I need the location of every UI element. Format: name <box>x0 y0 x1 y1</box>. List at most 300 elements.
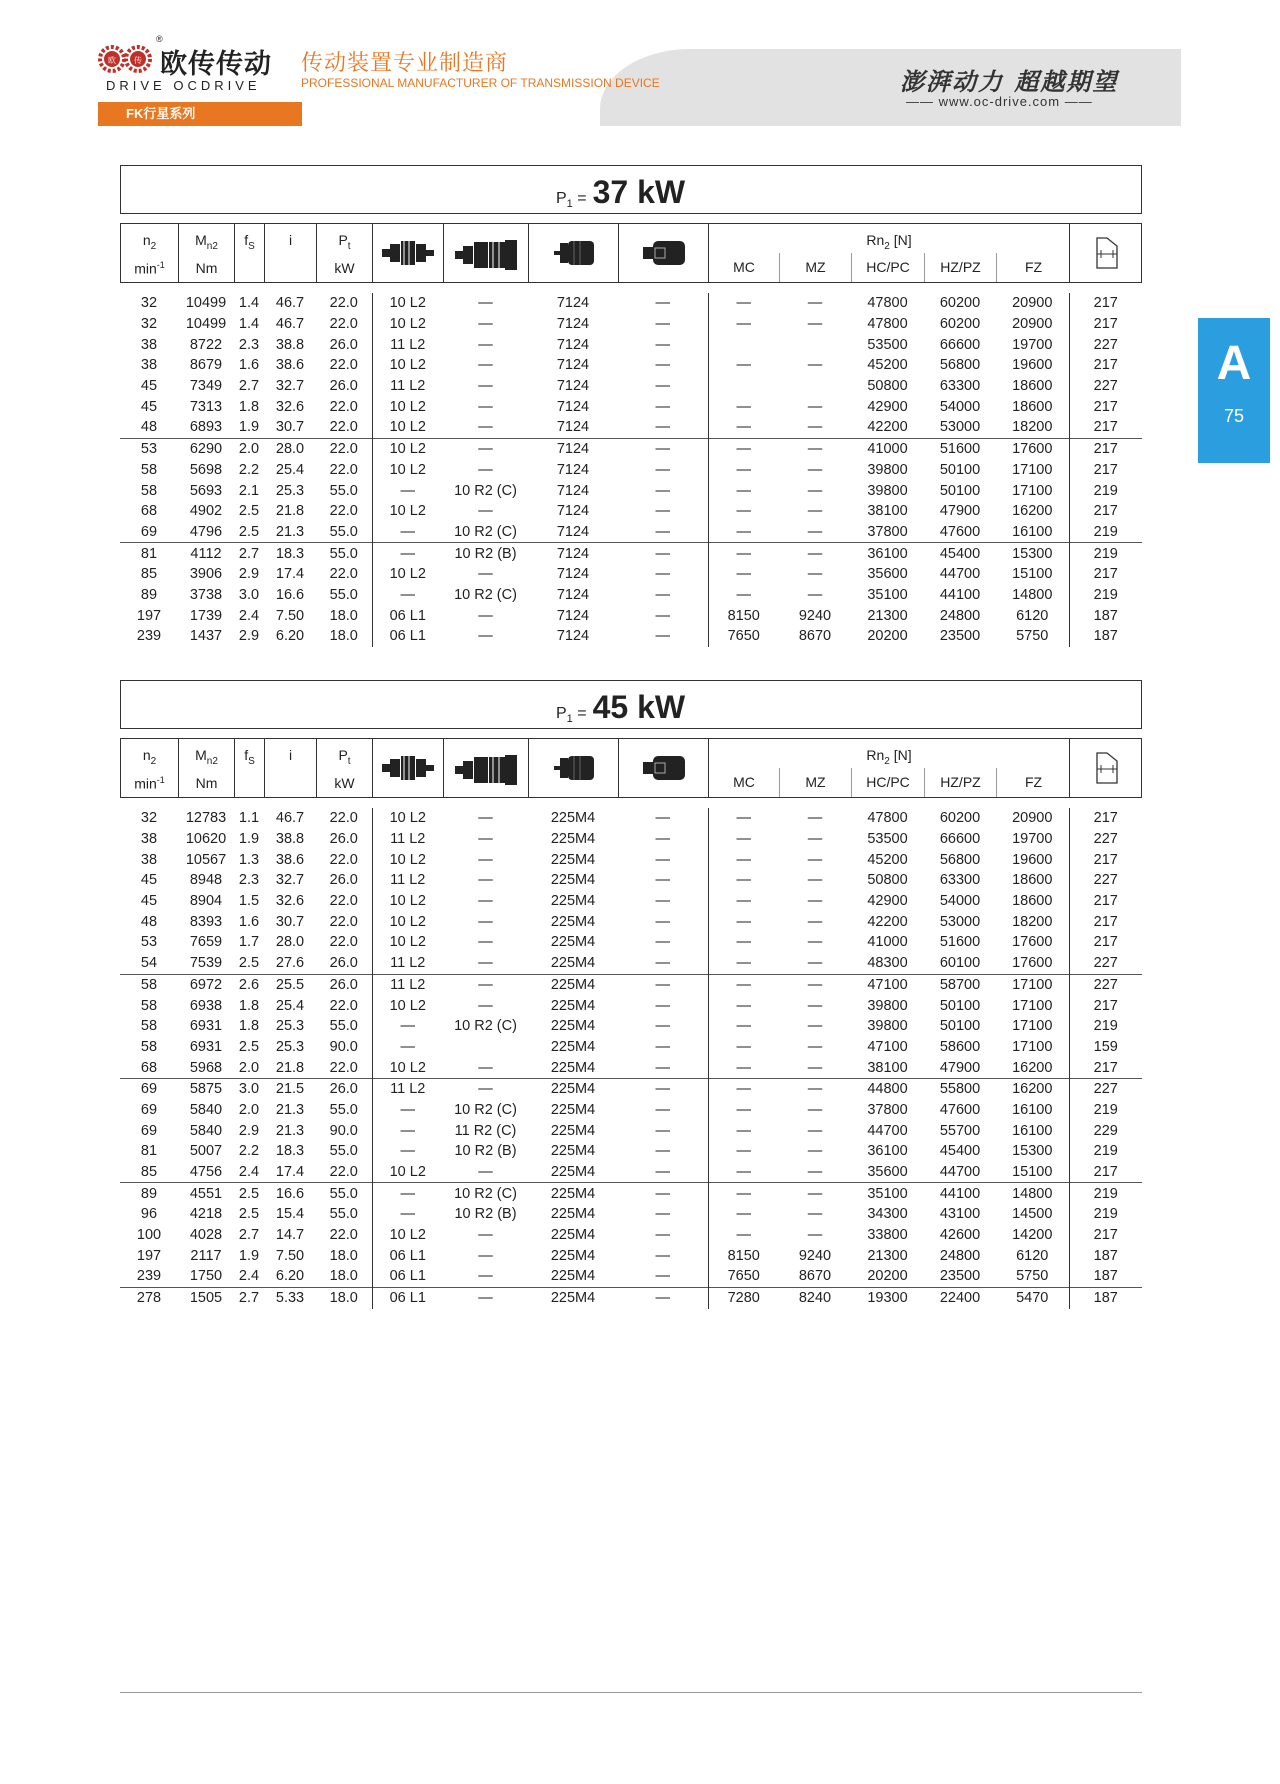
table-cell: — <box>736 398 751 415</box>
table-cell: 225M4 <box>550 1101 596 1118</box>
table-cell: 21.3 <box>275 1101 305 1118</box>
table-cell: — <box>807 893 823 910</box>
table-cell: 7124 <box>556 461 590 478</box>
header-unit: Nm <box>195 260 218 276</box>
table-cell: 11 L2 <box>390 831 426 848</box>
table-cell: 22400 <box>924 1287 996 1308</box>
table-cell: — <box>618 334 708 355</box>
table-cell: 18600 <box>996 870 1069 891</box>
table-cell: 6931 <box>189 1038 223 1055</box>
table-cell: 187 <box>1093 1268 1118 1285</box>
table-cell: 1750 <box>189 1268 223 1285</box>
table-cell: 45200 <box>867 357 908 374</box>
table-cell: 217 <box>1093 997 1118 1014</box>
table-cell: 47800 <box>867 295 908 312</box>
table-cell: — <box>478 810 493 827</box>
table-cell: — <box>400 1143 415 1160</box>
table-cell: 7539 <box>189 955 223 972</box>
header-label: i <box>288 232 293 248</box>
table-cell: 187 <box>1093 628 1118 645</box>
table-cell: — <box>372 543 443 564</box>
table-cell: — <box>736 523 751 540</box>
table-cell: 85 <box>140 1164 158 1181</box>
table-cell: 33800 <box>867 1227 908 1244</box>
table-cell: 45400 <box>924 543 996 564</box>
table-cell: 44100 <box>924 1183 996 1204</box>
table-cell: 21300 <box>867 607 908 624</box>
table-cell: — <box>618 376 708 397</box>
title-value: 37 kW <box>592 174 686 210</box>
table-cell: 4756 <box>189 1164 223 1181</box>
table-cell: 26.0 <box>316 334 372 355</box>
table-cell: 58600 <box>939 1038 981 1055</box>
table-cell: — <box>618 995 708 1016</box>
table-cell: 11 L2 <box>390 378 426 395</box>
table-cell: 17100 <box>996 1016 1069 1037</box>
table-cell <box>708 334 779 355</box>
table-cell: — <box>736 831 751 848</box>
header-dimension-icon <box>1070 224 1143 282</box>
table-cell: 217 <box>1093 851 1118 868</box>
table-cell: 2.7 <box>238 378 260 395</box>
table-cell: 51600 <box>924 438 996 459</box>
table-cell: 10 R2 (C) <box>454 1101 517 1118</box>
table-cell: 19600 <box>996 849 1069 870</box>
table-cell: — <box>736 586 751 603</box>
table-cell: — <box>618 417 708 438</box>
table-cell: 54000 <box>939 893 981 910</box>
table-cell: 5693 <box>189 482 223 499</box>
table-cell: 1.9 <box>238 1247 260 1264</box>
table-cell: 10 R2 (C) <box>454 586 517 603</box>
table-cell: 18.3 <box>275 1143 305 1160</box>
table-cell: 10620 <box>185 831 227 848</box>
table-cell: — <box>618 1245 708 1266</box>
table-cell: 9240 <box>798 1247 832 1264</box>
header-fs <box>235 739 265 797</box>
table-cell: 90.0 <box>316 1120 372 1141</box>
table-cell: 217 <box>1093 566 1118 583</box>
table-cell: 24800 <box>939 1247 981 1264</box>
table-cell: 1.3 <box>238 851 260 868</box>
table-cell: 69 <box>140 523 158 540</box>
table-cell: 10 R2 (B) <box>443 543 528 564</box>
table-cell: 10 L2 <box>389 461 426 478</box>
table-cell: 219 <box>1069 543 1142 564</box>
motor-icon <box>552 238 596 273</box>
table-cell: 10 R2 (C) <box>454 482 517 499</box>
table-row <box>120 334 1142 355</box>
table-cell: — <box>443 1287 528 1308</box>
table-cell: 5698 <box>189 461 223 478</box>
table-cell: 239 <box>136 628 162 645</box>
table-cell: 58 <box>140 997 158 1014</box>
table-cell: 19300 <box>851 1287 924 1308</box>
table-cell: 42900 <box>867 398 908 415</box>
table-cell: 47600 <box>939 1101 981 1118</box>
table-cell: — <box>618 870 708 891</box>
gear-logo-icon <box>98 40 156 78</box>
table-cell: — <box>618 891 708 912</box>
table-cell: 219 <box>1093 1101 1118 1118</box>
table-cell: — <box>443 1078 528 1099</box>
table-cell: 22.0 <box>316 314 372 335</box>
table-cell: 100 <box>136 1227 162 1244</box>
table-cell: 22.0 <box>316 1225 372 1246</box>
table-cell: — <box>478 398 493 415</box>
table-cell: 219 <box>1093 1143 1118 1160</box>
title-p: P <box>556 190 567 207</box>
table-cell: — <box>478 316 493 333</box>
table-cell: 7124 <box>556 628 590 645</box>
data-table <box>120 293 1142 647</box>
table-cell: 225M4 <box>550 831 596 848</box>
table-cell: 4028 <box>189 1227 223 1244</box>
header-fs <box>235 224 265 282</box>
table-cell: 8393 <box>189 913 223 930</box>
header-label: $n_2$ <box>142 747 157 767</box>
table-cell: 20200 <box>867 628 908 645</box>
table-cell: 41000 <box>851 438 924 459</box>
table-cell: 217 <box>1093 1227 1118 1244</box>
table-cell: 2.9 <box>238 1122 260 1139</box>
table-cell: 10 R2 (C) <box>454 523 517 540</box>
table-row <box>120 1245 1142 1266</box>
table-cell: — <box>807 1227 823 1244</box>
table-cell: 32.6 <box>275 893 305 910</box>
table-cell: 37800 <box>867 1101 908 1118</box>
table-cell: — <box>807 295 823 312</box>
table-cell: 53 <box>140 934 158 951</box>
table-cell: — <box>478 628 493 645</box>
table-cell: 18600 <box>996 376 1069 397</box>
table-cell: 197 <box>136 607 162 624</box>
table-cell: 15100 <box>996 564 1069 585</box>
table-cell: 39800 <box>867 997 908 1014</box>
title-sub: 1 <box>566 198 573 211</box>
table-cell: — <box>807 831 823 848</box>
table-cell: — <box>807 955 823 972</box>
table-cell: 7124 <box>528 543 618 564</box>
table-cell: — <box>400 1038 415 1055</box>
table-cell: — <box>807 1038 823 1055</box>
table-cell: 4796 <box>189 523 223 540</box>
header-label: $M_{n2}$ <box>195 747 218 767</box>
table-cell: — <box>618 293 708 314</box>
table-cell: 56800 <box>939 357 981 374</box>
table-cell: — <box>736 997 751 1014</box>
table-cell: 44700 <box>939 566 981 583</box>
table-cell: — <box>400 482 415 499</box>
table-cell: 26.0 <box>316 953 372 974</box>
table-cell: 225M4 <box>550 1122 596 1139</box>
motor-icon <box>552 753 596 788</box>
table-cell: — <box>736 1227 751 1244</box>
table-cell: 89 <box>140 586 158 603</box>
table-cell: 21.8 <box>275 503 305 520</box>
table-cell: 60200 <box>939 810 981 827</box>
table-cell: 16.6 <box>275 586 305 603</box>
table-cell: 187 <box>1069 1287 1142 1308</box>
table-cell: 2.0 <box>238 1101 260 1118</box>
table-cell: 45 <box>140 893 158 910</box>
table-cell: 20900 <box>996 808 1069 829</box>
table-cell: 22.0 <box>316 932 372 953</box>
table-cell: 42200 <box>867 419 908 436</box>
table-cell: 37800 <box>867 523 908 540</box>
table-cell: 22.0 <box>316 438 372 459</box>
table-cell: 18200 <box>996 417 1069 438</box>
column-header <box>120 223 1142 283</box>
table-cell: 22.0 <box>316 891 372 912</box>
table-cell: 55800 <box>924 1078 996 1099</box>
header-mn2 <box>179 739 235 797</box>
table-cell: 20900 <box>996 314 1069 335</box>
table-cell: 10 R2 (C) <box>443 1183 528 1204</box>
gear-double-icon <box>453 238 519 277</box>
svg-text:传: 传 <box>134 56 142 65</box>
table-cell: 32.6 <box>275 398 305 415</box>
table-cell: 26.0 <box>316 974 372 995</box>
table-cell: 63300 <box>939 872 981 889</box>
table-cell: — <box>478 1227 493 1244</box>
table-cell: 32 <box>140 316 158 333</box>
header-rn2-label: $Rn_2$ [N] <box>866 747 912 767</box>
table-cell: — <box>618 953 708 974</box>
table-cell: 16100 <box>996 522 1069 543</box>
table-cell: 5840 <box>189 1122 223 1139</box>
table-cell: — <box>618 1016 708 1037</box>
table-cell: 22.0 <box>316 995 372 1016</box>
table-cell: 14500 <box>996 1204 1069 1225</box>
table-cell: 7124 <box>556 566 590 583</box>
table-cell: 18.3 <box>264 543 316 564</box>
table-cell: 225M4 <box>528 1183 618 1204</box>
table-cell: 47100 <box>851 974 924 995</box>
table-cell: 10 L2 <box>389 1227 426 1244</box>
table-cell: 278 <box>120 1287 178 1308</box>
table-cell: 22.0 <box>316 808 372 829</box>
table-cell: — <box>807 1164 823 1181</box>
table-cell: — <box>807 1122 823 1139</box>
table-cell: 1437 <box>189 628 223 645</box>
table-cell: 35600 <box>867 1164 908 1181</box>
table-cell: — <box>618 1120 708 1141</box>
table-cell: 219 <box>1093 1018 1118 1035</box>
table-cell: — <box>372 1183 443 1204</box>
table-cell: 11 R2 (C) <box>454 1122 517 1139</box>
table-cell: 225M4 <box>550 1018 596 1035</box>
table-cell: 7650 <box>727 628 760 645</box>
table-cell: 25.4 <box>275 997 305 1014</box>
table-cell: 38100 <box>867 1059 908 1076</box>
table-cell: 219 <box>1093 523 1118 540</box>
table-cell: 35100 <box>867 586 908 603</box>
table-cell: — <box>400 1101 415 1118</box>
table-cell: 225M4 <box>550 1143 596 1160</box>
table-cell: 217 <box>1093 503 1118 520</box>
header-gear-double-icon <box>444 224 529 282</box>
table-cell: — <box>618 1204 708 1225</box>
table-cell: — <box>400 1122 415 1139</box>
table-cell: — <box>807 1059 823 1076</box>
table-cell: 225M4 <box>550 955 596 972</box>
table-row <box>120 974 1142 995</box>
table-cell: — <box>478 893 493 910</box>
table-cell: 1.8 <box>238 398 260 415</box>
table-cell: 227 <box>1069 1078 1142 1099</box>
header-label: $M_{n2}$ <box>195 232 218 252</box>
table-cell: 8904 <box>189 893 223 910</box>
table-cell: 66600 <box>939 831 981 848</box>
registered-mark: ® <box>156 34 163 44</box>
table-cell: 25.5 <box>264 974 316 995</box>
table-cell: — <box>478 1164 493 1181</box>
table-row <box>120 1141 1142 1162</box>
table-cell: 11 L2 <box>372 974 443 995</box>
table-row <box>120 1037 1142 1058</box>
table-cell: 19700 <box>996 334 1069 355</box>
header-hcpc: HC/PC <box>852 768 925 797</box>
table-cell: 22.0 <box>316 293 372 314</box>
table-cell: 2.0 <box>234 438 264 459</box>
table-cell: 6.20 <box>275 628 305 645</box>
table-cell: — <box>807 586 823 603</box>
header-label: $P_t$ <box>338 747 351 767</box>
table-cell: 17.4 <box>275 1164 305 1181</box>
table-cell: — <box>618 1037 708 1058</box>
table-cell: 4218 <box>189 1206 223 1223</box>
table-cell: 225M4 <box>550 1059 596 1076</box>
table-cell: 55.0 <box>316 1141 372 1162</box>
table-cell: 21300 <box>867 1247 908 1264</box>
table-cell: 225M4 <box>528 1078 618 1099</box>
table-cell: — <box>478 955 493 972</box>
table-cell: 69 <box>140 1122 158 1139</box>
table-cell: 18.0 <box>316 1266 372 1287</box>
table-cell: 55.0 <box>316 480 372 501</box>
table-cell: 26.0 <box>316 829 372 850</box>
table-cell: — <box>708 438 779 459</box>
table-cell: — <box>618 974 708 995</box>
table-cell: 10 L2 <box>389 316 426 333</box>
table-cell: 2.1 <box>238 482 260 499</box>
table-row <box>120 891 1142 912</box>
table-cell: 18.0 <box>316 605 372 626</box>
table-cell: 51600 <box>939 934 981 951</box>
table-cell: 32 <box>140 810 158 827</box>
table-cell: 7124 <box>556 523 590 540</box>
table-cell: — <box>736 934 751 951</box>
table-cell: 10 L2 <box>389 1059 426 1076</box>
table-cell: 24800 <box>939 607 981 624</box>
table-cell: 53000 <box>939 419 981 436</box>
table-cell: 187 <box>1093 1247 1118 1264</box>
table-cell: — <box>618 501 708 522</box>
table-cell: 30.7 <box>275 419 305 436</box>
table-cell: 2.9 <box>238 628 260 645</box>
table-cell: 225M4 <box>550 1227 596 1244</box>
table-cell: — <box>807 913 823 930</box>
table-row <box>120 1100 1142 1121</box>
table-cell: 225M4 <box>550 997 596 1014</box>
table-cell: 10 L2 <box>389 295 426 312</box>
table-cell: 21.3 <box>275 523 305 540</box>
table-cell: 58 <box>140 482 158 499</box>
table-cell: 1.4 <box>238 295 260 312</box>
website: —— www.oc-drive.com —— <box>906 94 1093 109</box>
table-row <box>120 1287 1142 1308</box>
table-cell: — <box>807 1143 823 1160</box>
table-cell: 55.0 <box>316 1183 372 1204</box>
table-cell: 47800 <box>867 810 908 827</box>
table-cell: 19700 <box>996 829 1069 850</box>
header-mc: MC <box>709 253 780 282</box>
section-letter: A <box>1216 337 1252 390</box>
slogan: 澎湃动力 超越期望 <box>900 67 1119 96</box>
table-cell: 18.0 <box>316 1245 372 1266</box>
table-cell: 217 <box>1093 295 1118 312</box>
table-cell: — <box>478 851 493 868</box>
table-cell: — <box>443 974 528 995</box>
table-cell: 47600 <box>939 523 981 540</box>
header-label: $f_S$ <box>244 747 255 767</box>
table-cell: — <box>618 1057 708 1078</box>
table-row <box>120 522 1142 543</box>
table-cell: — <box>618 564 708 585</box>
table-cell: 10 L2 <box>389 566 426 583</box>
table-cell: 9240 <box>798 607 832 624</box>
table-cell: 16200 <box>996 501 1069 522</box>
table-cell: 225M4 <box>550 1268 596 1285</box>
table-cell: 81 <box>140 1143 158 1160</box>
table-cell: 219 <box>1093 586 1118 603</box>
table-cell: — <box>618 585 708 606</box>
table-cell <box>779 376 851 397</box>
table-cell: 17600 <box>996 953 1069 974</box>
table-cell: 11 L2 <box>390 872 426 889</box>
table-cell: 2.6 <box>234 974 264 995</box>
table-cell: 27.6 <box>275 955 305 972</box>
table-cell: 39800 <box>867 482 908 499</box>
table-cell: — <box>807 1018 823 1035</box>
table-cell: 55.0 <box>316 1100 372 1121</box>
table-cell: 44700 <box>867 1122 908 1139</box>
table-cell: 10 L2 <box>389 913 426 930</box>
table-cell: — <box>736 316 751 333</box>
table-row <box>120 293 1142 314</box>
table-cell: 17100 <box>996 995 1069 1016</box>
table-row <box>120 376 1142 397</box>
table-cell: 5750 <box>996 626 1069 647</box>
title-sub: 1 <box>566 713 573 726</box>
table-cell: 41000 <box>867 934 908 951</box>
table-cell: 225M4 <box>550 1164 596 1181</box>
footer-rule <box>120 1692 1142 1693</box>
table-cell <box>779 334 851 355</box>
table-cell: 227 <box>1093 336 1118 353</box>
table-cell: — <box>618 849 708 870</box>
table-row <box>120 1016 1142 1037</box>
table-row <box>120 501 1142 522</box>
table-cell: 10499 <box>185 295 227 312</box>
table-cell: — <box>478 1059 493 1076</box>
table-cell: 22.0 <box>316 849 372 870</box>
table-cell: 38.6 <box>275 851 305 868</box>
table-cell: — <box>478 419 493 436</box>
table-cell: 7124 <box>556 336 590 353</box>
table-cell: 32.7 <box>275 872 305 889</box>
